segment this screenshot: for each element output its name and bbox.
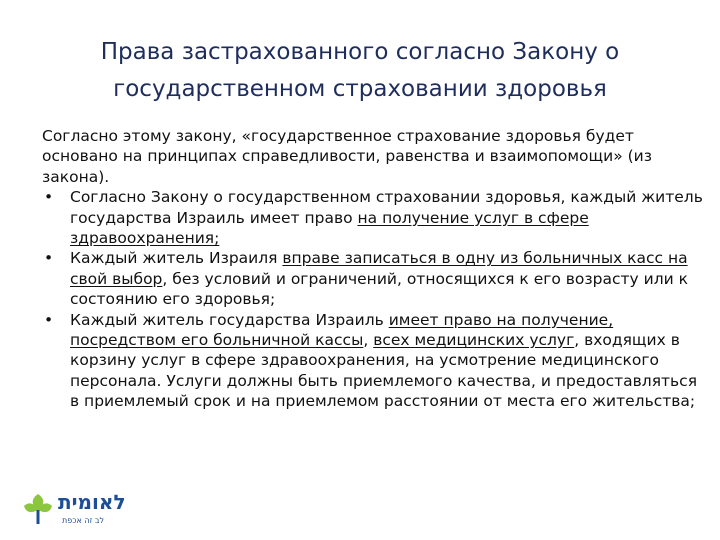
list-item-underlined-text: на получение услуг в сфере здравоохранения; <box>70 208 589 248</box>
list-item-text: Согласно Закону о государственном страховании здоровья, каждый житель государства Израиль имеет право <box>70 188 703 227</box>
rights-list <box>42 187 710 411</box>
list-item <box>42 248 710 309</box>
list-item-underlined-text: всех медицинских услуг <box>373 331 575 350</box>
list-item-text: Каждый житель Израиля <box>70 249 283 268</box>
list-item-text: Каждый житель государства Израиль <box>70 310 389 329</box>
slide-title-line-1: Права застрахованного согласно Закону о <box>100 39 620 65</box>
logo-tagline: לב זה אכפת <box>62 516 105 525</box>
slide-body <box>42 126 710 412</box>
list-item-underlined-text: вправе записаться в одну из больничных касс на свой выбор <box>70 249 688 288</box>
list-item <box>42 310 710 412</box>
leumit-logo <box>18 488 138 532</box>
leumit-leaf-logo-icon <box>18 488 58 528</box>
list-item-text: , без условий и ограничений, относящихся к его возрасту или к состоянию его здоровья; <box>70 269 688 309</box>
intro-paragraph: Согласно этому закону, «государственное страхование здоровья будет основано на принципах справедливости, равенства и взаимопомощи» (из закона). <box>42 127 652 186</box>
list-item-text: , входящих в корзину услуг в сфере здравоохранения, на усмотрение медицинского персонала. Услуги должны быть приемлемого качества, и предоставляться в приемлемый срок и на приемлемом расстоянии от места его жительства; <box>70 331 698 411</box>
list-item-text: , <box>363 331 374 350</box>
logo-wordmark: לאומית <box>58 490 126 514</box>
list-item-underlined-text: имеет право на получение, посредством его больничной кассы <box>70 310 614 350</box>
list-item <box>42 187 710 248</box>
slide-title-line-2: государственном страховании здоровья <box>113 76 607 102</box>
slide-title <box>40 34 680 108</box>
